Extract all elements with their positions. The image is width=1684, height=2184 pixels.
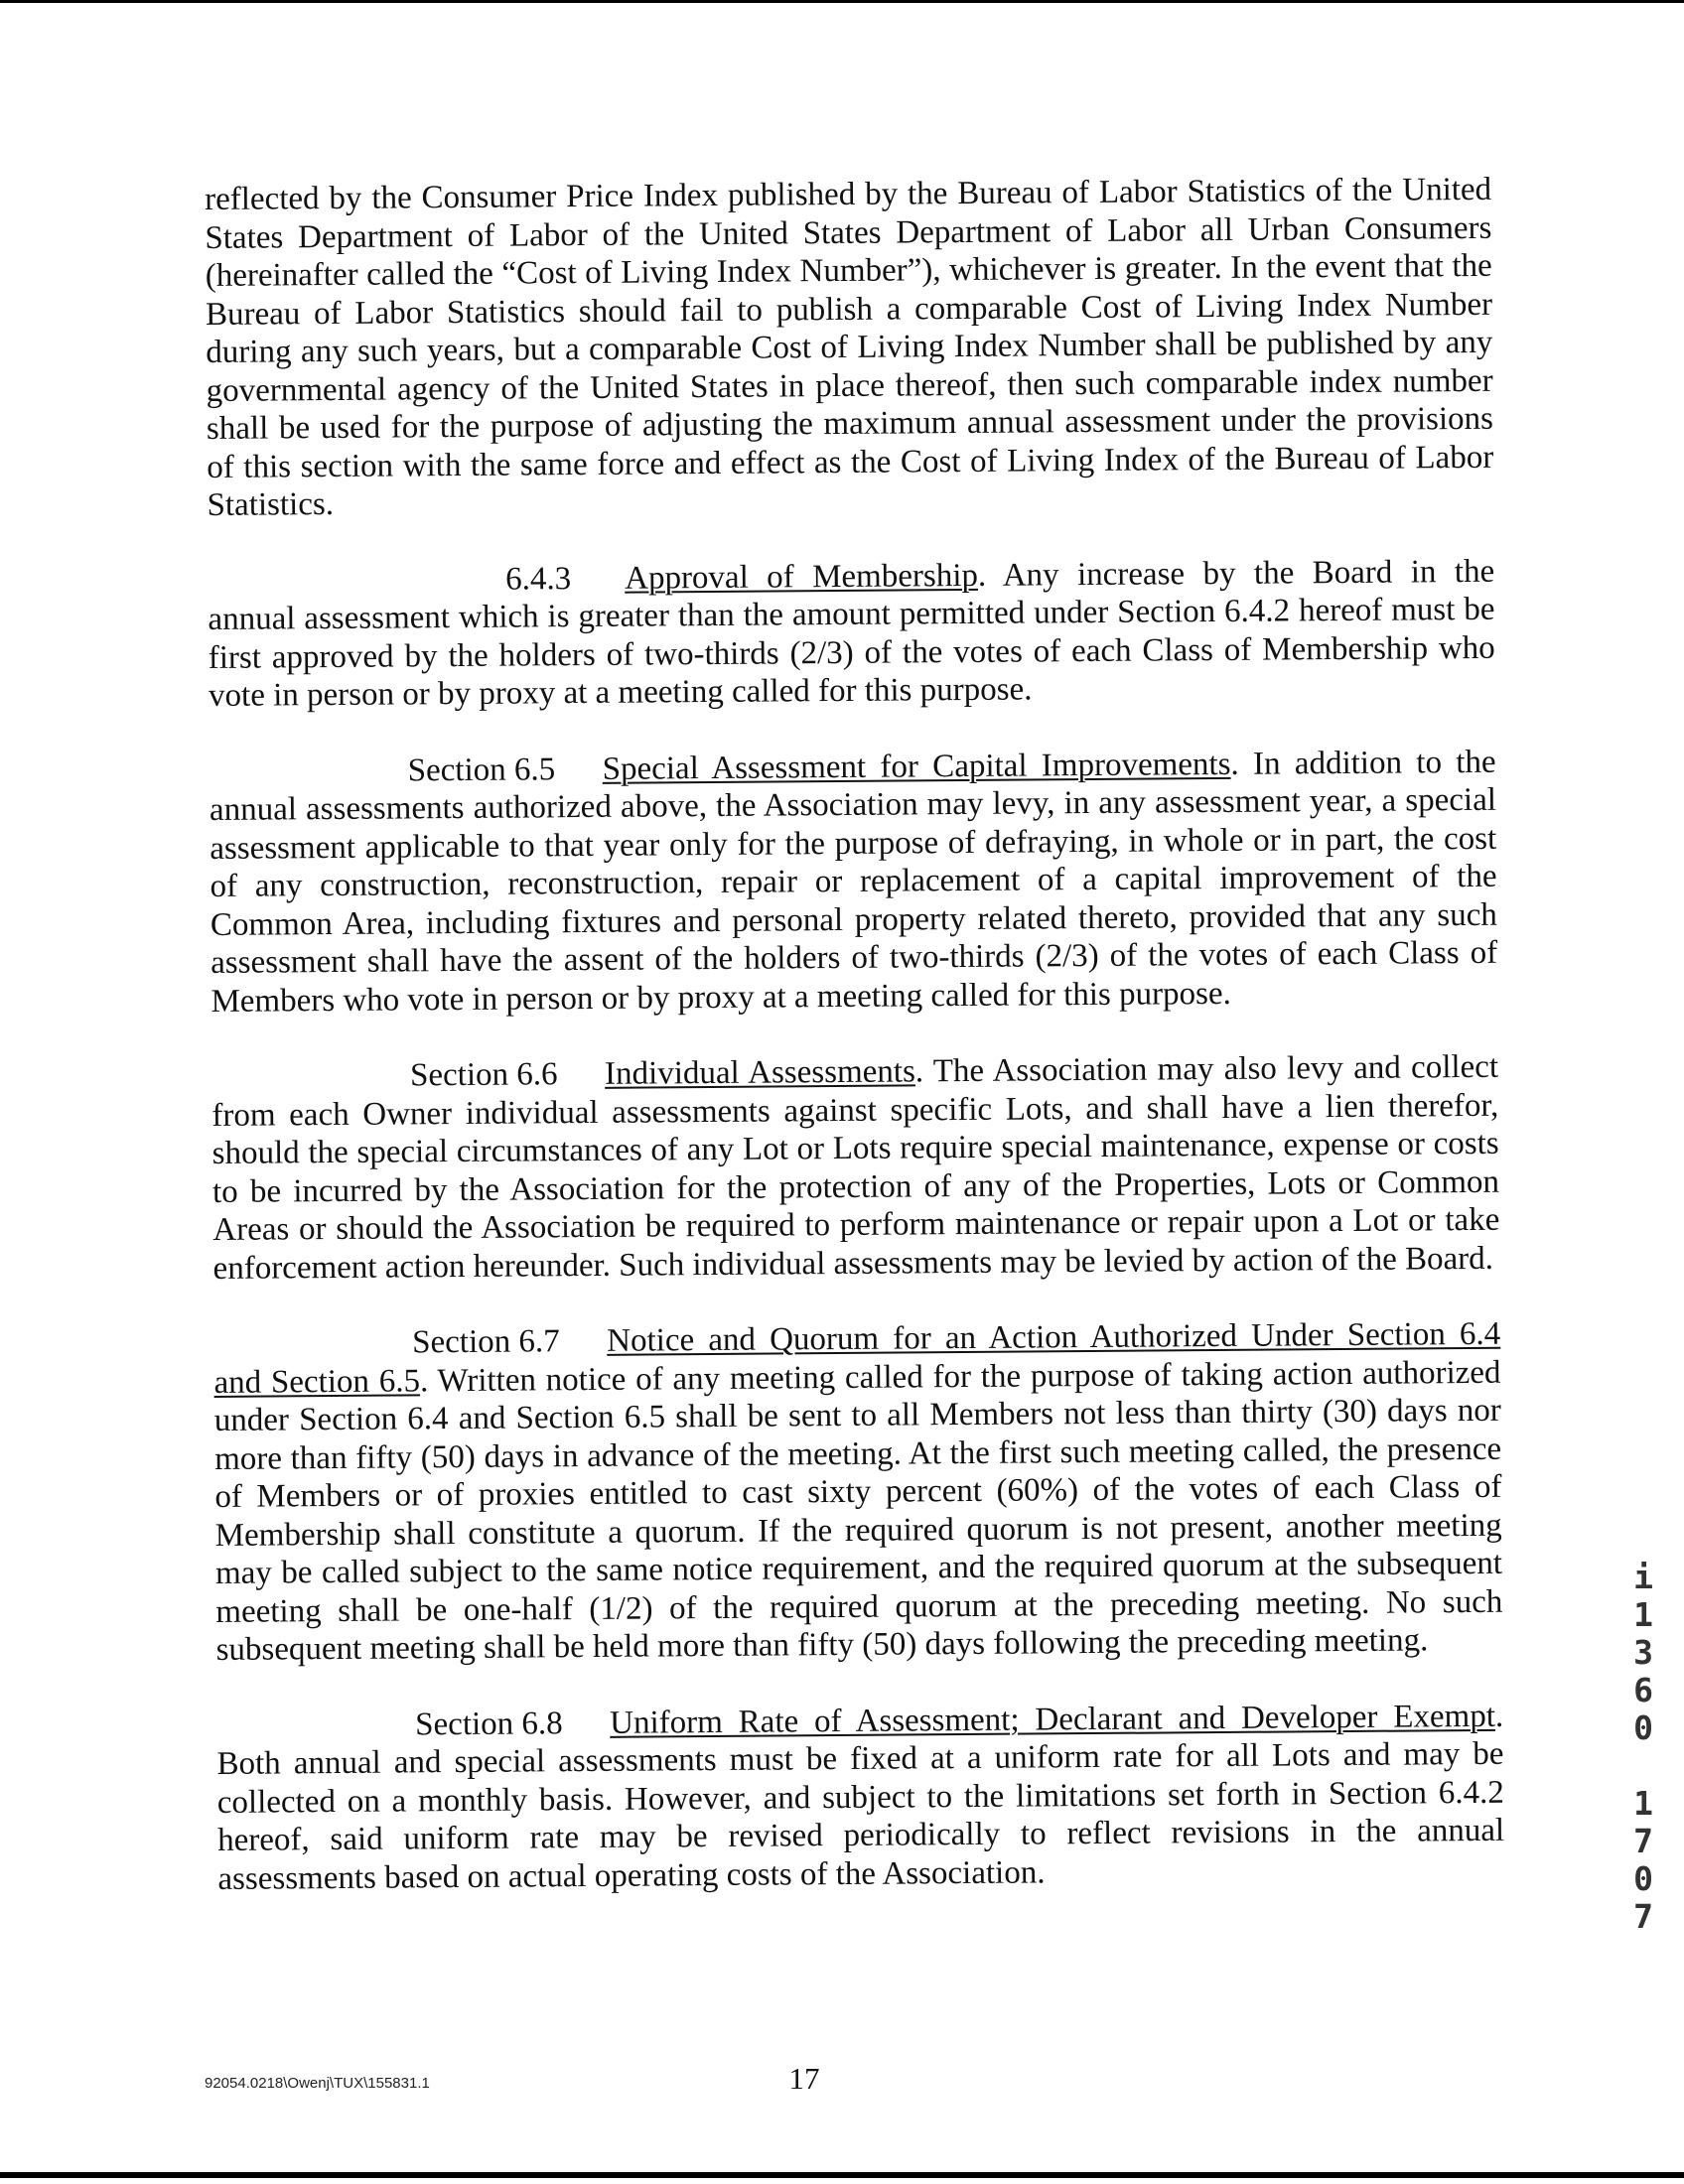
section-6-6 [211, 1048, 1500, 1288]
section-heading: Approval of Membership [625, 557, 979, 597]
section-text: . Both annual and special assessments must be fixed at a uniform rate for all Lots and may be collected on a monthly basis. However, and subject to the limitations set forth in Section 6.4.2 hereof, said uniform rate may be revised periodically to reflect revisions in the annual assessments based on actual operating costs of the Association. [216, 1698, 1505, 1897]
paragraph-continued: reflected by the Consumer Price Index published by the Bureau of Labor Statistics of the United States Department of Labor of the United States Department of Labor all Urban Consumers (hereinafter called the “Cost of Living Index Number”), whichever is greater. In the event that the Bureau of Labor Statistics should fail to publish a comparable Cost of Living Index Number during any such years, but a comparable Cost of Living Index Number shall be published by any governmental agency of the United States in place thereof, then such comparable index number shall be used for the purpose of adjusting the maximum annual assessment under the provisions of this section with the same force and effect as the Cost of Living Index of the Bureau of Labor Statistics. [205, 171, 1494, 523]
section-6-5 [210, 743, 1498, 1021]
section-heading: Notice and Quorum for an Action Authorized Under Section 6.4 and Section 6.5 [213, 1315, 1501, 1401]
stamp-char: 0 [1633, 1859, 1653, 1898]
section-6-7 [213, 1315, 1503, 1670]
section-number: Section 6.8 [415, 1705, 563, 1742]
page-number: 17 [788, 2061, 820, 2096]
section-heading: Individual Assessments [604, 1053, 915, 1092]
section-number: 6.4.3 [505, 560, 572, 598]
section-number: Section 6.5 [407, 751, 556, 788]
section-6-4-3 [208, 552, 1495, 715]
stamp-char: 7 [1633, 1822, 1653, 1860]
section-text: . The Association may also levy and collect from each Owner individual assessments against specific Lots, and shall have a lien therefor, should the special circumstances of any Lot or Lots require special maintenance, expense or costs to be incurred by the Association for the protection of any of the Properties, Lots or Common Areas or should the Association be required to perform maintenance or repair upon a Lot or take enforcement action hereunder. Such individual assessments may be levied by action of the Board. [211, 1048, 1500, 1287]
stamp-char: 0 [1633, 1708, 1653, 1747]
section-heading: Uniform Rate of Assessment; Declarant and Developer Exempt [610, 1698, 1496, 1741]
section-text: . Written notice of any meeting called for the purpose of taking action authorized under Section 6.4 and Section 6.5 shall be sent to all Members not less than thirty (30) days nor more than fifty (50) days in advance of the meeting. At the first such meeting called, the presence of Members or of proxies entitled to cast sixty percent (60%) of the votes of each Class of Membership shall constitute a quorum. If the required quorum is not present, another meeting may be called subject to the same notice requirement, and the required quorum at the subsequent meeting shall be one-half (1/2) of the required quorum at the preceding meeting. No such subsequent meeting shall be held more than fifty (50) days following the preceding meeting. [213, 1354, 1503, 1668]
recording-stamp [1628, 1559, 1658, 1936]
document-id: 92054.0218\Owenj\TUX\155831.1 [205, 2075, 430, 2092]
section-text: . In addition to the annual assessments authorized above, the Association may levy, in any assessment year, a special assessment applicable to that year only for the purpose of defraying, in whole or in part, the cost of any construction, reconstruction, repair or replacement of a capital improvement of the Common Area, including fixtures and personal property related thereto, provided that any such assessment shall have the assent of the holders of two-thirds (2/3) of the votes of each Class of Members who vote in person or by proxy at a meeting called for this purpose. [209, 744, 1498, 1020]
section-text: . Any increase by the Board in the annual assessment which is greater than the amount permitted under Section 6.4.2 hereof must be first approved by the holders of two-thirds (2/3) of the votes of each Class of Membership who vote in person or by proxy at a meeting called for this purpose. [208, 553, 1495, 714]
stamp-char: 1 [1633, 1595, 1653, 1634]
stamp-char: i [1633, 1558, 1653, 1596]
stamp-char: 6 [1633, 1671, 1653, 1709]
bottom-edge-rule [0, 2172, 1684, 2178]
section-number: Section 6.7 [412, 1323, 560, 1361]
stamp-gap [1628, 1747, 1658, 1785]
section-6-8 [216, 1697, 1504, 1898]
stamp-char: 7 [1633, 1897, 1653, 1936]
stamp-char: 3 [1633, 1633, 1653, 1672]
stamp-char: 1 [1633, 1784, 1653, 1823]
document-body [205, 171, 1505, 1898]
top-edge-rule [0, 0, 1684, 3]
section-number: Section 6.6 [409, 1056, 558, 1094]
section-heading: Special Assessment for Capital Improvements [602, 746, 1231, 787]
